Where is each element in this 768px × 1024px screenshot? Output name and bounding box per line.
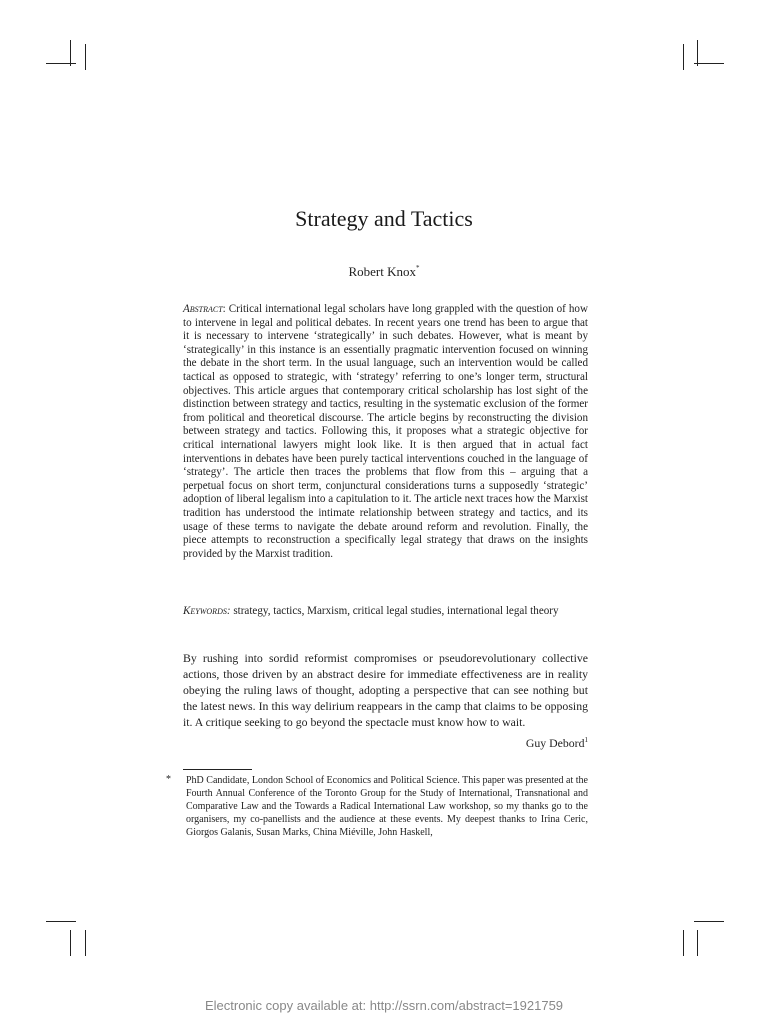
crop-mark [85,44,86,70]
crop-mark [46,921,76,922]
abstract-label: Abstract [183,303,223,315]
crop-mark [85,930,86,956]
crop-mark [697,930,698,956]
crop-mark [694,63,724,64]
keywords-text: strategy, tactics, Marxism, critical legal studies, international legal theory [230,605,559,617]
keywords-label: Keywords: [183,605,231,617]
abstract [183,303,588,561]
author-footnote-mark: * [416,264,420,272]
footnote-rule [183,769,252,770]
abstract-text: : Critical international legal scholars have long grappled with the question of how to intervene in legal and political debates. In recent years one trend has been to argue that it is necessary to intervene ‘strategically’ in such debates. However, what is meant by ‘strategically’ in this instance is an essentially pragmatic intervention focused on winning the debate in the short term. In the usual language, such an intervention would be called tactical as opposed to strategic, with ‘strategy’ referring to one’s longer term, structural objectives. This article argues that contemporary critical scholarship has lost sight of the distinction between strategy and tactics, resulting in the systematic exclusion of the former from political and theoretical discourse. The article begins by reconstructing the division between strategy and tactics. Following this, it proposes what a strategic objective for critical international lawyers might look like. It is then argued that in actual fact interventions in debates have been purely tactical interventions couched in the language of ‘strategy’. The article then traces the problems that flow from this – arguing that a perpetual focus on short term, conjunctural considerations turns a supposedly ‘strategic’ adoption of liberal legalism into a capitulation to it. The article next traces how the Marxist tradition has understood the intimate relationship between strategy and tactics, and its usage of these terms to navigate the debate around reform and revolution. Finally, the piece attempts to reconstruction a specifically legal strategy that draws on the insights provided by the Marxist tradition. [183,303,588,560]
crop-mark [70,40,71,66]
epigraph-quote: By rushing into sordid reformist compromises or pseudorevolutionary collective actions, those driven by an abstract desire for immediate effectiveness are in reality obeying the ruling laws of thought, adopting a perspective that can see nothing but the latest news. In this way delirium reappears in the camp that claims to be opposing it. A critique seeking to go beyond the spectacle must know how to wait. [183,651,588,729]
crop-mark [683,930,684,956]
paper-title: Strategy and Tactics [295,206,473,231]
author-name: Robert Knox [348,264,417,279]
crop-mark [46,63,76,64]
crop-mark [70,930,71,956]
footnote-mark: * [166,774,171,785]
attribution-name: Guy Debord [525,736,585,750]
footnote-text: PhD Candidate, London School of Economics and Political Science. This paper was presented at the Fourth Annual Conference of the Toronto Group for the Study of International, Transnational and Comparative Law and the Towards a Radical International Law workshop, so my thanks go to the organisers, my co-panellists and the audience at these events. My deepest thanks to Irina Ceric, Giorgos Galanis, Susan Marks, China Miéville, John Haskell, [186,775,588,838]
crop-mark [683,44,684,70]
crop-mark [694,921,724,922]
keywords [183,605,588,619]
crop-mark [697,40,698,66]
epigraph-attribution [183,736,588,751]
ssrn-notice: Electronic copy available at: http://ssrn.com/abstract=1921759 [204,998,564,1013]
attribution-note-number: 1 [584,736,588,744]
author-line [0,264,768,280]
